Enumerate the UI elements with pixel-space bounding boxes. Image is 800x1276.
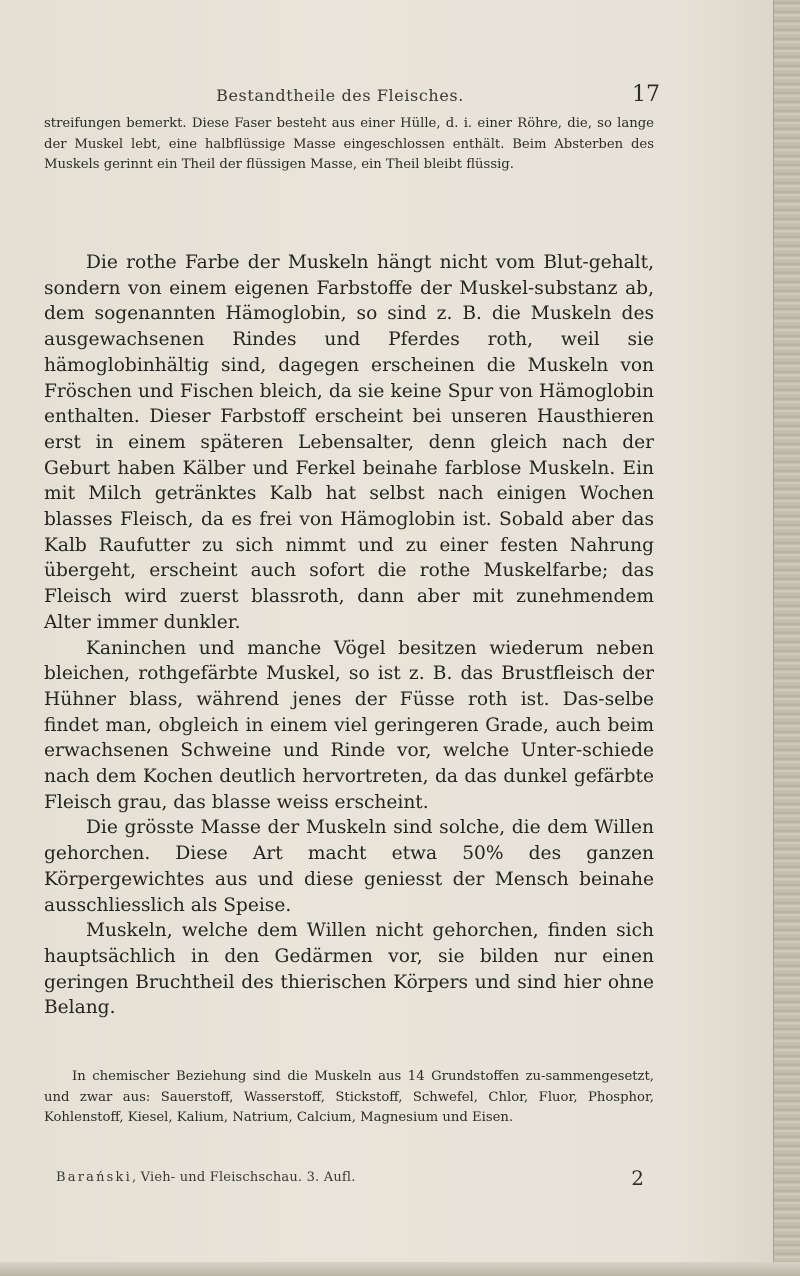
- sheet-number: 2: [631, 1166, 644, 1190]
- intro-small-text-block: [44, 114, 654, 176]
- book-title: , Vieh- und Fleischschau. 3. Aufl.: [131, 1170, 356, 1185]
- page-header: [40, 82, 660, 112]
- paragraph-1: Die rothe Farbe der Muskeln hängt nicht vom Blut-gehalt, sondern von einem eigenen Farbstoffe der Muskel-substanz ab, dem sogenannten Hämoglobin, so sind z. B. die Muskeln des ausgewachsenen Rindes und Pferdes roth, weil sie hämoglobinhältig sind, dagegen erscheinen die Muskeln von Fröschen und Fischen bleich, da sie keine Spur von Hämoglobin enthalten. Dieser Farbstoff erscheint bei unseren Hausthieren erst in einem späteren Lebensalter, denn gleich nach der Geburt haben Kälber und Ferkel beinahe farblose Muskeln. Ein mit Milch getränktes Kalb hat selbst nach einigen Wochen blasses Fleisch, da es frei von Hämoglobin ist. Sobald aber das Kalb Raufutter zu sich nimmt und zu einer festen Nahrung übergeht, erscheint auch sofort die rothe Muskelfarbe; das Fleisch wird zuerst blassroth, dann aber mit zunehmendem Alter immer dunkler.: [44, 252, 654, 633]
- closing-small-text: In chemischer Beziehung sind die Muskeln aus 14 Grundstoffen zu-sammengesetzt, und zwar aus: Sauerstoff, Wasserstoff, Stickstoff, Schwefel, Chlor, Fluor, Phosphor, Kohlenstoff, Kiesel, Kalium, Natrium, Calcium, Magnesium und Eisen.: [44, 1069, 654, 1125]
- paragraph-4: Muskeln, welche dem Willen nicht gehorchen, finden sich hauptsächlich in den Gedärmen vor, sie bilden nur einen geringen Bruchtheil des thierischen Körpers und sind hier ohne Belang.: [44, 920, 654, 1019]
- paragraph-2: Kaninchen und manche Vögel besitzen wiederum neben bleichen, rothgefärbte Muskel, so ist z. B. das Brustfleisch der Hühner blass, während jenes der Füsse roth ist. Das-selbe findet man, obgleich in einem viel geringeren Grade, auch beim erwachsenen Schweine und Rinde vor, welche Unter-schiede nach dem Kochen deutlich hervortreten, da das dunkel gefärbte Fleisch grau, das blasse weiss erscheint.: [44, 637, 654, 813]
- running-title: Bestandtheile des Fleisches.: [216, 86, 464, 105]
- closing-small-text-block: [44, 1067, 654, 1129]
- page-edge-bottom: [0, 1262, 800, 1276]
- author-name: Barański: [56, 1170, 132, 1185]
- intro-small-text: streifungen bemerkt. Diese Faser besteht aus einer Hülle, d. i. einer Röhre, die, so lange der Muskel lebt, eine halbflüssige Masse eingeschlossen enthält. Beim Absterben des Muskels gerinnt ein Theil der flüssigen Masse, ein Theil bleibt flüssig.: [44, 116, 654, 172]
- page-number: 17: [632, 82, 660, 107]
- main-text: [44, 250, 654, 1021]
- signature-line: [56, 1170, 356, 1185]
- page-edge-right: [773, 0, 800, 1276]
- page-footer: [44, 1166, 654, 1190]
- paragraph-3: Die grösste Masse der Muskeln sind solche, die dem Willen gehorchen. Diese Art macht etwa 50% des ganzen Körpergewichtes aus und diese geniesst der Mensch beinahe ausschliesslich als Speise.: [44, 817, 654, 916]
